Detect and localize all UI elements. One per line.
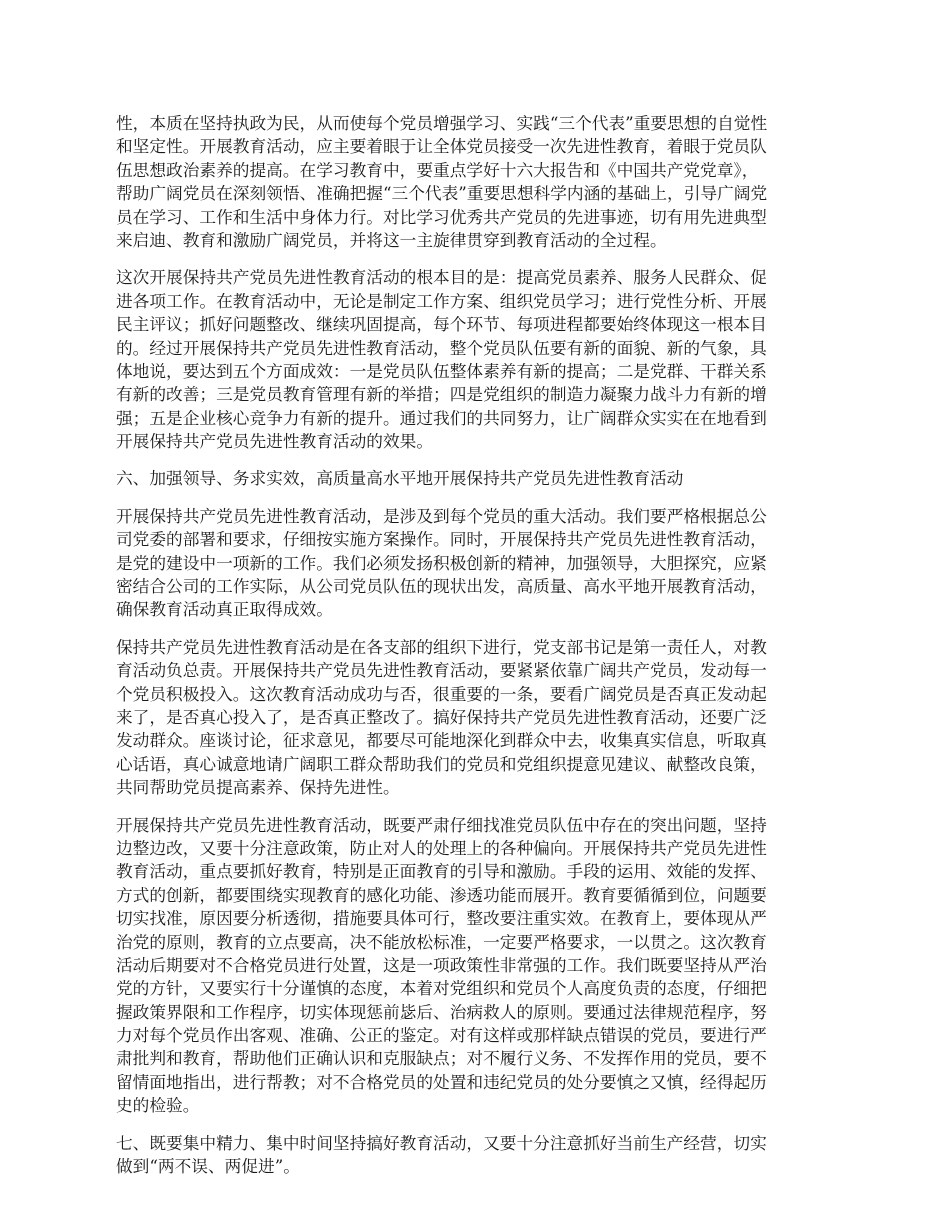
- text-line: 和坚定性。开展教育活动，应主要着眼于让全体党员接受一次先进性教育，着眼于党员队: [116, 136, 767, 157]
- text-line: 密结合公司的工作实际，从公司党员队伍的现状出发，高质量、高水平地开展教育活动，: [116, 576, 767, 597]
- text-line: 边整边改，又要十分注意政策，防止对人的处理上的各种偏向。开展保持共产党员先进性: [116, 837, 767, 858]
- text-line: 心话语，真心诚意地请广阔职工群众帮助我们的党员和党组织提意见建议、献整改良策，: [116, 753, 767, 774]
- paragraph: [116, 467, 836, 490]
- text-line: 有新的改善；三是党员教育管理有新的举措；四是党组织的制造力凝聚力战斗力有新的增: [116, 384, 767, 405]
- paragraph: [116, 636, 836, 800]
- text-line: 力对每个党员作出客观、准确、公正的鉴定。对有这样或那样缺点错误的党员，要进行严: [116, 1025, 767, 1046]
- text-line: 活动后期要对不合格党员进行处置，这是一项政策性非常强的工作。我们既要坚持从严治: [116, 954, 767, 975]
- paragraph: [116, 1132, 836, 1179]
- text-line: 司党委的部署和要求，仔细按实施方案操作。同时，开展保持共产党员先进性教育活动，: [116, 529, 767, 550]
- paragraph: [116, 814, 836, 1118]
- text-line: 来了，是否真心投入了，是否真正整改了。搞好保持共产党员先进性教育活动，还要广泛: [116, 706, 767, 727]
- text-line: 治党的原则，教育的立点要高，决不能放松标准，一定要严格要求，一以贯之。这次教育: [116, 931, 767, 952]
- text-line: 民主评议；抓好问题整改、继续巩固提高，每个环节、每项进程都要始终体现这一根本目: [116, 314, 767, 335]
- text-line: 教育活动，重点要抓好教育，特别是正面教育的引导和激励。手段的运用、效能的发挥、: [116, 861, 767, 882]
- text-line: 体地说，要达到五个方面成效：一是党员队伍整体素养有新的提高；二是党群、干群关系: [116, 360, 767, 381]
- paragraph: [116, 266, 836, 453]
- text-line: 的。经过开展保持共产党员先进性教育活动，整个党员队伍要有新的面貌、新的气象，具: [116, 337, 767, 358]
- text-line: 留情面地指出，进行帮教；对不合格党员的处置和违纪党员的处分要慎之又慎，经得起历: [116, 1071, 767, 1092]
- text-line: 育活动负总责。开展保持共产党员先进性教育活动，要紧紧依靠广阔共产党员，发动每一: [116, 660, 767, 681]
- text-line: 肃批判和教育，帮助他们正确认识和克服缺点；对不履行义务、不发挥作用的党员，要不: [116, 1048, 767, 1069]
- text-line: 七、既要集中精力、集中时间坚持搞好教育活动，又要十分注意抓好当前生产经营，切实: [116, 1132, 767, 1153]
- text-line: 开展保持共产党员先进性教育活动，是涉及到每个党员的重大活动。我们要严格根据总公: [116, 505, 767, 526]
- text-line: 来启迪、教育和激励广阔党员，并将这一主旋律贯穿到教育活动的全过程。: [116, 229, 667, 250]
- text-line: 握政策界限和工作程序，切实体现惩前毖后、治病救人的原则。要通过法律规范程序，努: [116, 1001, 767, 1022]
- text-line: 强；五是企业核心竞争力有新的提升。通过我们的共同努力，让广阔群众实实在在地看到: [116, 407, 767, 428]
- text-line: 这次开展保持共产党员先进性教育活动的根本目的是：提高党员素养、服务人民群众、促: [116, 267, 767, 288]
- text-line: 方式的创新，都要围绕实现教育的感化功能、渗透功能而展开。教育要循循到位，问题要: [116, 884, 767, 905]
- text-line: 个党员积极投入。这次教育活动成功与否，很重要的一条，要看广阔党员是否真正发动起: [116, 683, 767, 704]
- text-line: 开展保持共产党员先进性教育活动的效果。: [116, 431, 434, 452]
- text-line: 党的方针，又要实行十分谨慎的态度，本着对党组织和党员个人高度负责的态度，仔细把: [116, 978, 767, 999]
- text-line: 保持共产党员先进性教育活动是在各支部的组织下进行，党支部书记是第一责任人，对教: [116, 636, 767, 657]
- text-line: 员在学习、工作和生活中身体力行。对比学习优秀共产党员的先进事迹，切有用先进典型: [116, 206, 767, 227]
- text-line: 是党的建设中一项新的工作。我们必须发扬积极创新的精神，加强领导，大胆探究，应紧: [116, 552, 767, 573]
- text-line: 帮助广阔党员在深刻领悟、准确把握“三个代表”重要思想科学内涵的基础上，引导广阔党: [116, 183, 768, 204]
- text-line: 开展保持共产党员先进性教育活动，既要严肃仔细找准党员队伍中存在的突出问题，坚持: [116, 814, 767, 835]
- text-line: 伍思想政治素养的提高。在学习教育中，要重点学好十六大报告和《中国共产党党章》，: [116, 159, 759, 180]
- document-body: [116, 112, 836, 1192]
- text-line: 性，本质在坚持执政为民，从而使每个党员增强学习、实践“三个代表”重要思想的自觉性: [116, 113, 768, 133]
- text-line: 六、加强领导、务求实效，高质量高水平地开展保持共产党员先进性教育活动: [116, 468, 684, 489]
- text-line: 共同帮助党员提高素养、保持先进性。: [116, 777, 400, 798]
- paragraph: [116, 505, 836, 622]
- text-line: 发动群众。座谈讨论，征求意见，都要尽可能地深化到群众中去，收集真实信息，听取真: [116, 730, 767, 751]
- text-line: 进各项工作。在教育活动中，无论是制定工作方案、组织党员学习；进行党性分析、开展: [116, 290, 767, 311]
- text-line: 确保教育活动真正取得成效。: [116, 599, 333, 620]
- text-line: 史的检验。: [116, 1095, 200, 1116]
- paragraph: [116, 112, 836, 252]
- text-line: 做到“两不误、两促进”。: [116, 1156, 300, 1177]
- text-line: 切实找准，原因要分析透彻，措施要具体可行，整改要注重实效。在教育上，要体现从严: [116, 908, 767, 929]
